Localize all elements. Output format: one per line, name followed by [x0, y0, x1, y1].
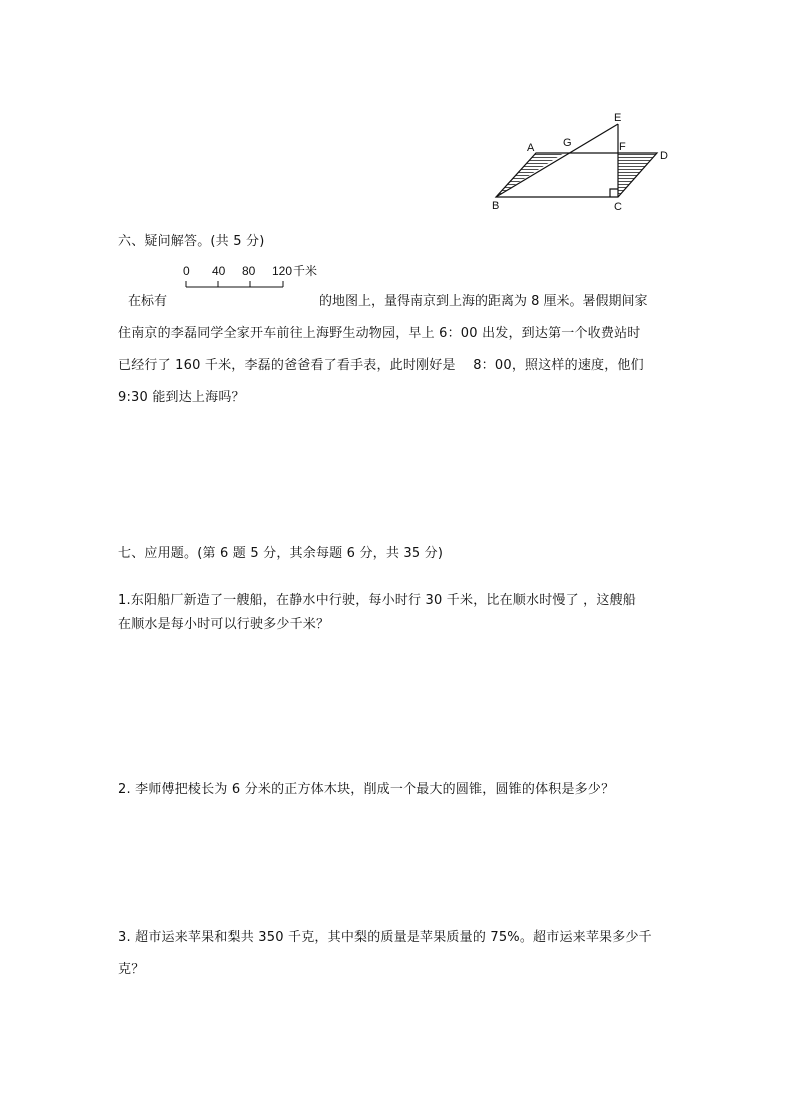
label-e: E: [614, 112, 622, 124]
scale-unit: 千米: [293, 264, 318, 278]
section6-line1-before: 在标有: [128, 294, 168, 309]
label-f: F: [619, 141, 626, 153]
scale-tick-label-120: 120: [272, 264, 293, 278]
map-scale-bar: [180, 262, 330, 294]
label-b: B: [492, 200, 500, 212]
section6-line3: 已经行了 160 千米，李磊的爸爸看了看手表，此时刚好是 8：00，照这样的速度，他们: [118, 358, 644, 373]
section6-line1-after: 的地图上，量得南京到上海的距离为 8 厘米。暑假期间家: [319, 294, 648, 309]
scale-tick-label-0: 0: [183, 264, 190, 278]
right-angle-mark: [610, 189, 618, 197]
question1-line1: 1.东阳船厂新造了一艘船，在静水中行驶，每小时行 30 千米，比在顺水时慢了 ，这艘船: [118, 593, 636, 608]
label-d: D: [660, 150, 668, 162]
label-c: C: [614, 201, 622, 213]
segment-be: [496, 124, 618, 197]
label-g: G: [563, 137, 572, 149]
section7-heading: 七、应用题。(第 6 题 5 分，其余每题 6 分，共 35 分): [118, 546, 444, 561]
geometry-figure: [480, 108, 680, 218]
section6-line4: 9:30 能到达上海吗？: [118, 390, 245, 405]
label-a: A: [527, 142, 535, 154]
question2: 2. 李师傅把棱长为 6 分米的正方体木块，削成一个最大的圆锥，圆锥的体积是多少？: [118, 782, 615, 797]
question3-line2: 克？: [118, 962, 145, 977]
scale-tick-label-80: 80: [242, 264, 256, 278]
question1-line2: 在顺水是每小时可以行驶多少千米？: [118, 617, 330, 632]
question3-line1: 3. 超市运来苹果和梨共 350 千克，其中梨的质量是苹果质量的 75%。超市运来苹果多少千: [118, 930, 652, 945]
section6-line2: 住南京的李磊同学全家开车前往上海野生动物园，早上 6：00 出发，到达第一个收费站时: [118, 326, 641, 341]
scale-tick-label-40: 40: [212, 264, 226, 278]
section6-heading: 六、疑问解答。(共 5 分): [118, 234, 265, 249]
